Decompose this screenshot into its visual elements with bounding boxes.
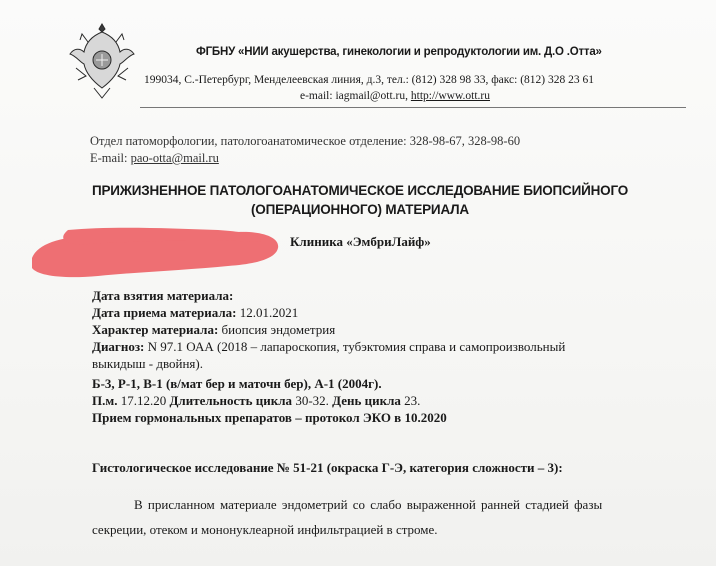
pm-label: П.м.	[92, 393, 118, 408]
histology-heading: Гистологическое исследование № 51-21 (окраска Г-Э, категория сложности – 3):	[92, 460, 563, 475]
cycle-length-label: Длительность цикла	[169, 393, 293, 408]
document-title-line2: (ОПЕРАЦИОННОГО) МАТЕРИАЛА	[251, 202, 469, 217]
material-row	[92, 322, 335, 338]
organization-contacts	[300, 90, 490, 102]
department-email-link[interactable]: pao-otta@mail.ru	[130, 151, 219, 165]
cycle-day-value: 23.	[400, 393, 421, 408]
diagnosis-row	[92, 339, 565, 355]
hormone-intake: Прием гормональных препаратов – протокол ЭКО в 10.2020	[92, 410, 447, 425]
material-label: Характер материала:	[92, 322, 219, 337]
date-taken-row	[92, 288, 233, 304]
organization-email: e-mail: iagmail@ott.ru,	[300, 90, 411, 102]
header-divider	[140, 107, 686, 108]
diagnosis-continuation: выкидыш - двойня).	[92, 356, 203, 371]
double-headed-eagle-crest-icon	[66, 18, 138, 102]
clinic-name: Клиника «ЭмбриЛайф»	[290, 234, 431, 249]
document-title-line1: ПРИЖИЗНЕННОЕ ПАТОЛОГОАНАТОМИЧЕСКОЕ ИССЛЕДОВАНИЕ БИОПСИЙНОГО	[91, 183, 629, 198]
obstetric-history: Б-3, Р-1, В-1 (в/мат бер и маточн бер), А-1 (2004г).	[92, 376, 382, 391]
date-received-row	[92, 305, 298, 321]
material-value: биопсия эндометрия	[218, 322, 336, 337]
date-taken-label: Дата взятия материала:	[92, 288, 234, 303]
histology-paragraph-line2: секреции, отеком и мононуклеарной инфильтрацией в строме.	[92, 522, 438, 537]
organization-website-link[interactable]: http://www.ott.ru	[410, 90, 490, 102]
department-info: Отдел патоморфологии, патологоанатомическое отделение: 328-98-67, 328-98-60	[90, 134, 521, 148]
department-email-line	[90, 151, 219, 166]
organization-title: ФГБНУ «НИИ акушерства, гинекологии и репродуктологии им. Д.О .Отта»	[196, 46, 602, 58]
date-received-label: Дата приема материала:	[92, 305, 237, 320]
organization-address: 199034, С.-Петербург, Менделеевская линия, д.3, тел.: (812) 328 98 33, факс: (812) 328 23 61	[144, 74, 595, 86]
department-email-label: E-mail:	[90, 151, 131, 165]
date-received-value: 12.01.2021	[236, 305, 299, 320]
pm-value: 17.12.20	[117, 393, 170, 408]
diagnosis-value: N 97.1 ОАА (2018 – лапароскопия, тубэктомия справа и самопроизвольный	[144, 339, 566, 354]
cycle-length-value: 30-32.	[292, 393, 333, 408]
histology-paragraph-line1: В присланном материале эндометрий со слабо выраженной ранней стадией фазы	[134, 497, 603, 512]
cycle-info-row	[92, 393, 420, 409]
cycle-day-label: День цикла	[332, 393, 401, 408]
diagnosis-label: Диагноз:	[92, 339, 145, 354]
redaction-mark	[28, 224, 284, 280]
